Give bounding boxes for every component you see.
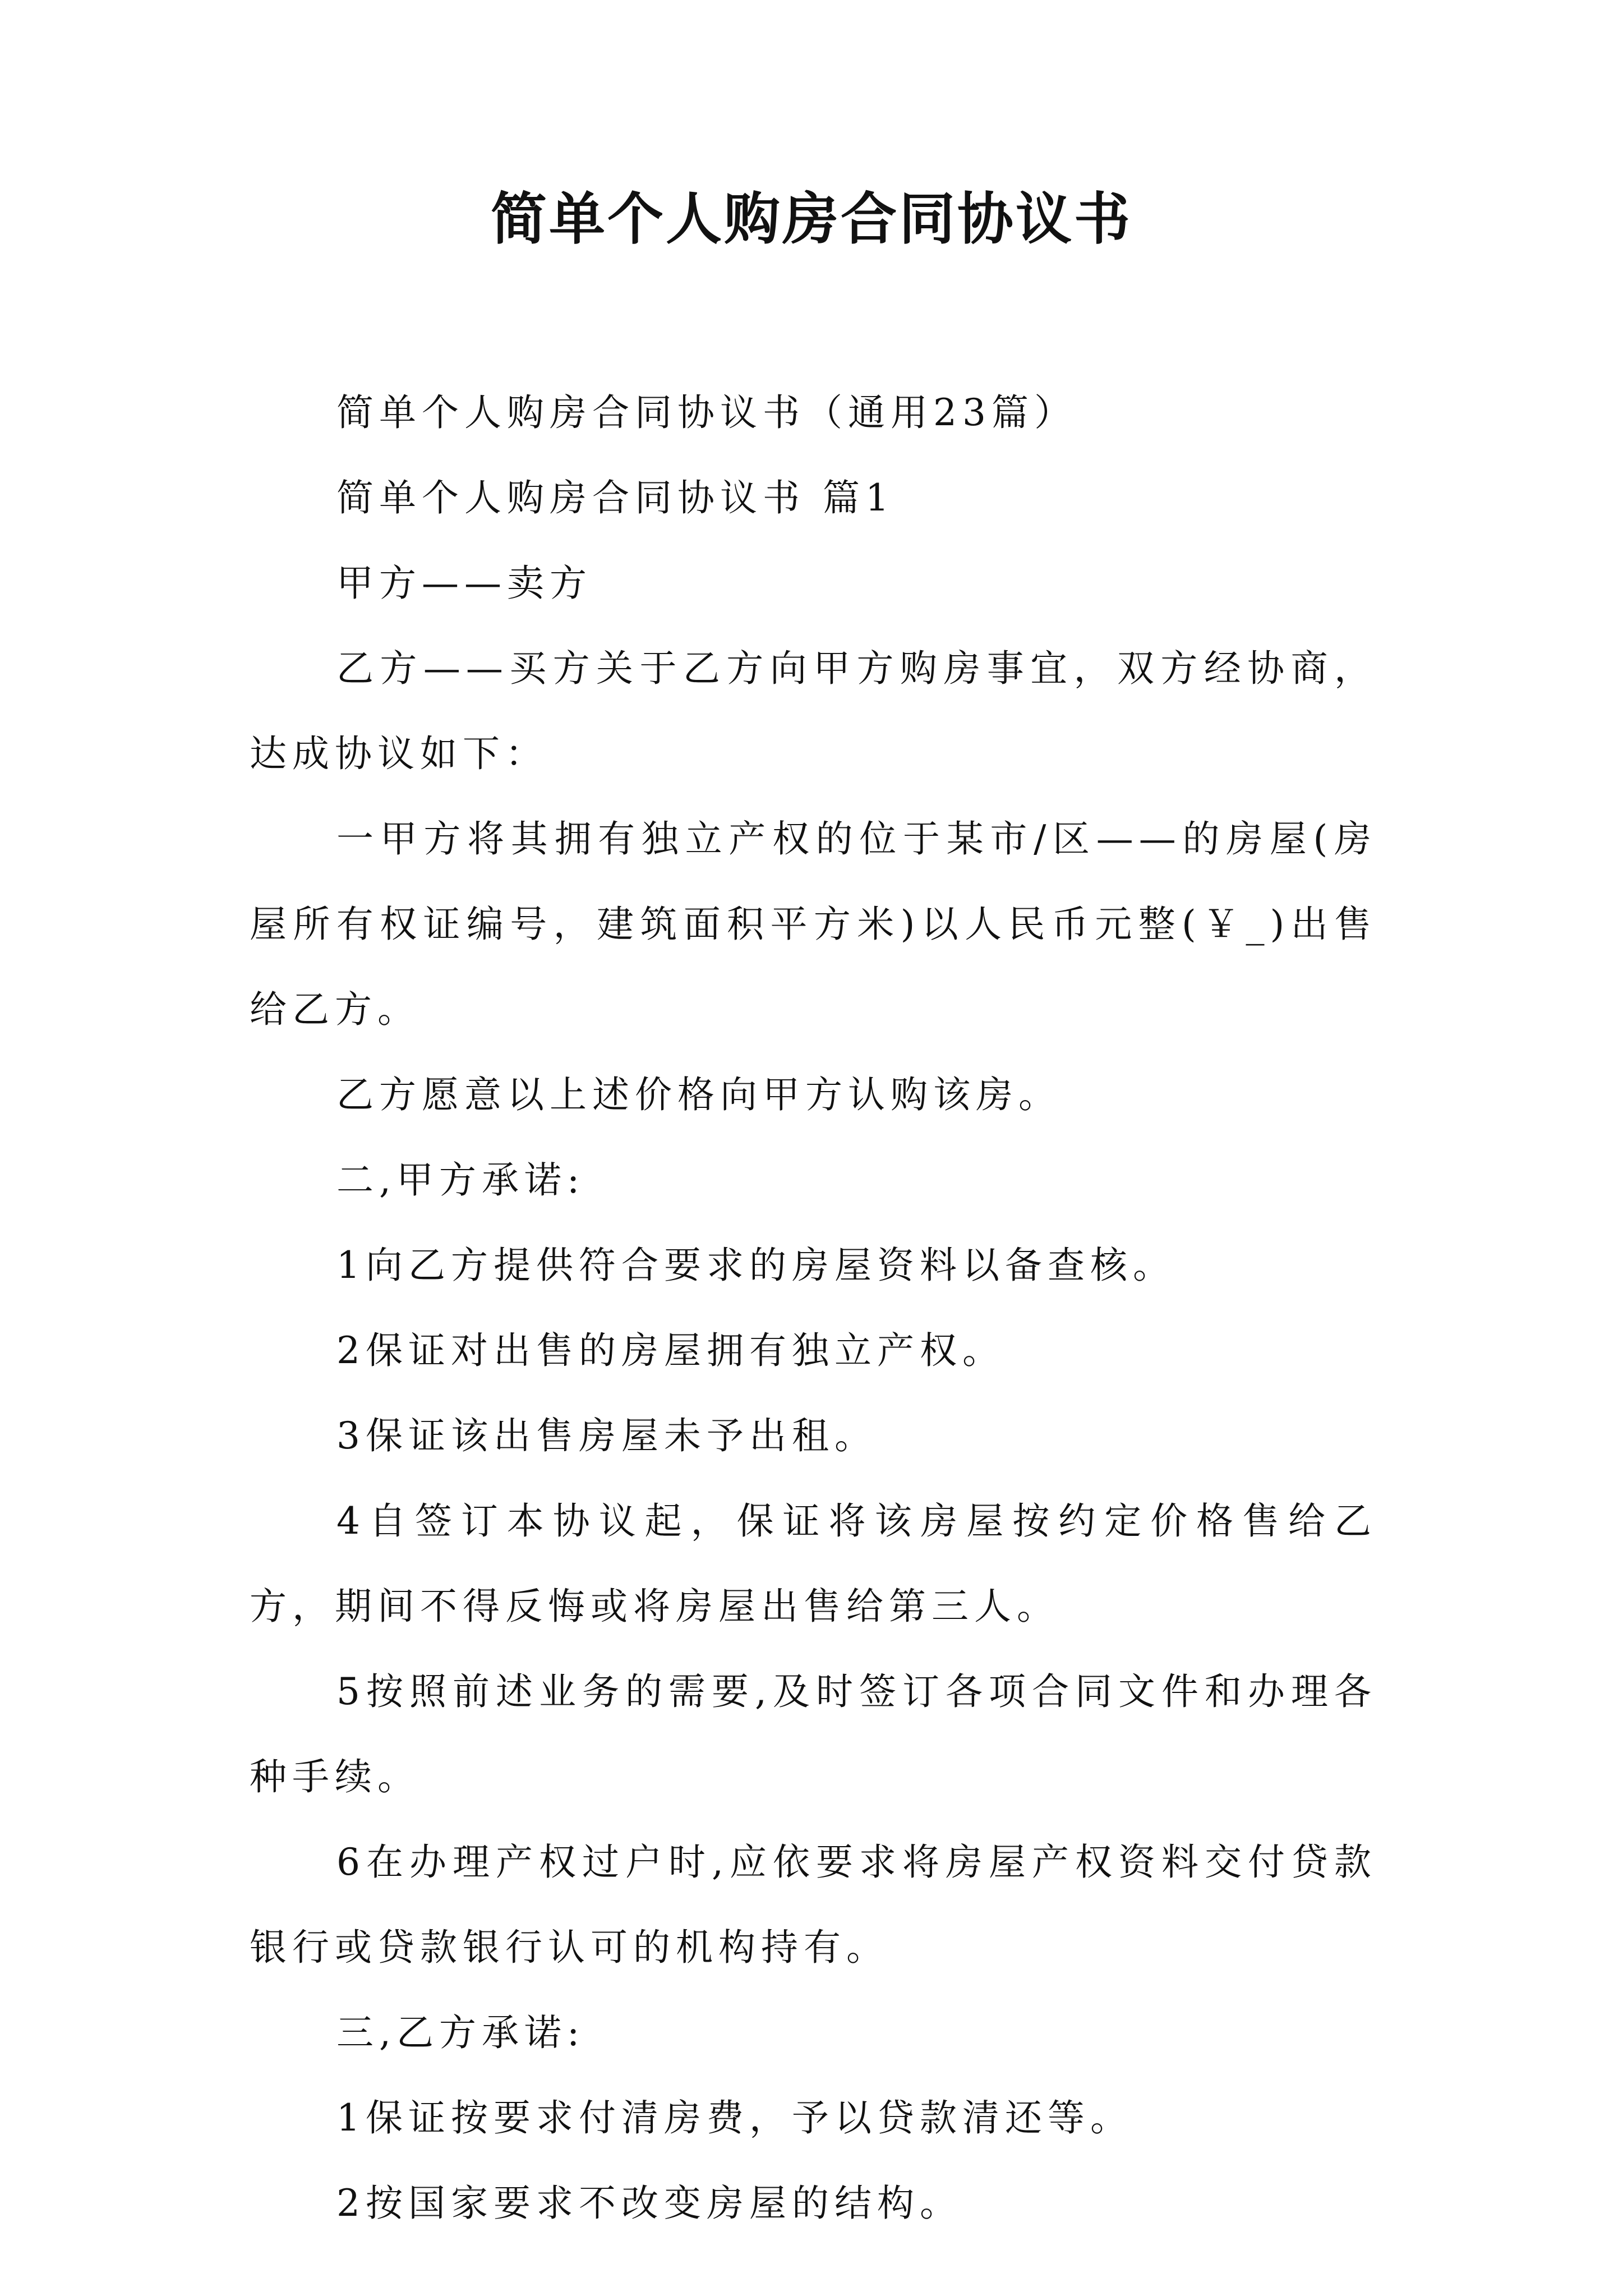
document-title: 简单个人购房合同协议书 xyxy=(491,186,1132,252)
paragraph-commitment-b-1: 1保证按要求付清房费，予以贷款清还等。 xyxy=(336,2096,1133,2139)
paragraph-party-b-commitments-heading: 三,乙方承诺: xyxy=(336,2011,585,2054)
paragraph-party-a: 甲方——卖方 xyxy=(336,562,592,605)
paragraph-commitment-a-6: 6在办理产权过户时,应依要求将房屋产权资料交付贷款银行或贷款银行认可的机构持有。 xyxy=(250,1841,1377,1969)
paragraph-commitment-a-5: 5按照前述业务的需要,及时签订各项合同文件和办理各种手续。 xyxy=(250,1670,1377,1798)
paragraph-party-a-commitments-heading: 二,甲方承诺: xyxy=(336,1158,585,1202)
paragraph-subtitle: 简单个人购房合同协议书（通用23篇） xyxy=(336,391,1077,434)
paragraph-clause-one: 一甲方将其拥有独立产权的位于某市/区——的房屋(房屋所有权证编号，建筑面积平方米)以人民币元整(￥_)出售给乙方。 xyxy=(250,817,1377,1031)
paragraph-commitment-a-2: 2保证对出售的房屋拥有独立产权。 xyxy=(336,1329,1005,1372)
paragraph-party-b: 乙方——买方关于乙方向甲方购房事宜，双方经协商，达成协议如下： xyxy=(250,647,1377,775)
paragraph-commitment-b-2: 2按国家要求不改变房屋的结构。 xyxy=(336,2182,962,2225)
document-body xyxy=(250,370,1377,2246)
paragraph-commitment-a-4: 4自签订本协议起，保证将该房屋按约定价格售给乙方，期间不得反悔或将房屋出售给第三人。 xyxy=(250,1499,1377,1628)
paragraph-section-heading: 简单个人购房合同协议书 篇1 xyxy=(336,476,895,519)
paragraph-buyer-agreement: 乙方愿意以上述价格向甲方认购该房。 xyxy=(336,1073,1061,1116)
paragraph-commitment-a-1: 1向乙方提供符合要求的房屋资料以备查核。 xyxy=(336,1244,1175,1287)
paragraph-commitment-a-3: 3保证该出售房屋未予出租。 xyxy=(336,1414,877,1457)
